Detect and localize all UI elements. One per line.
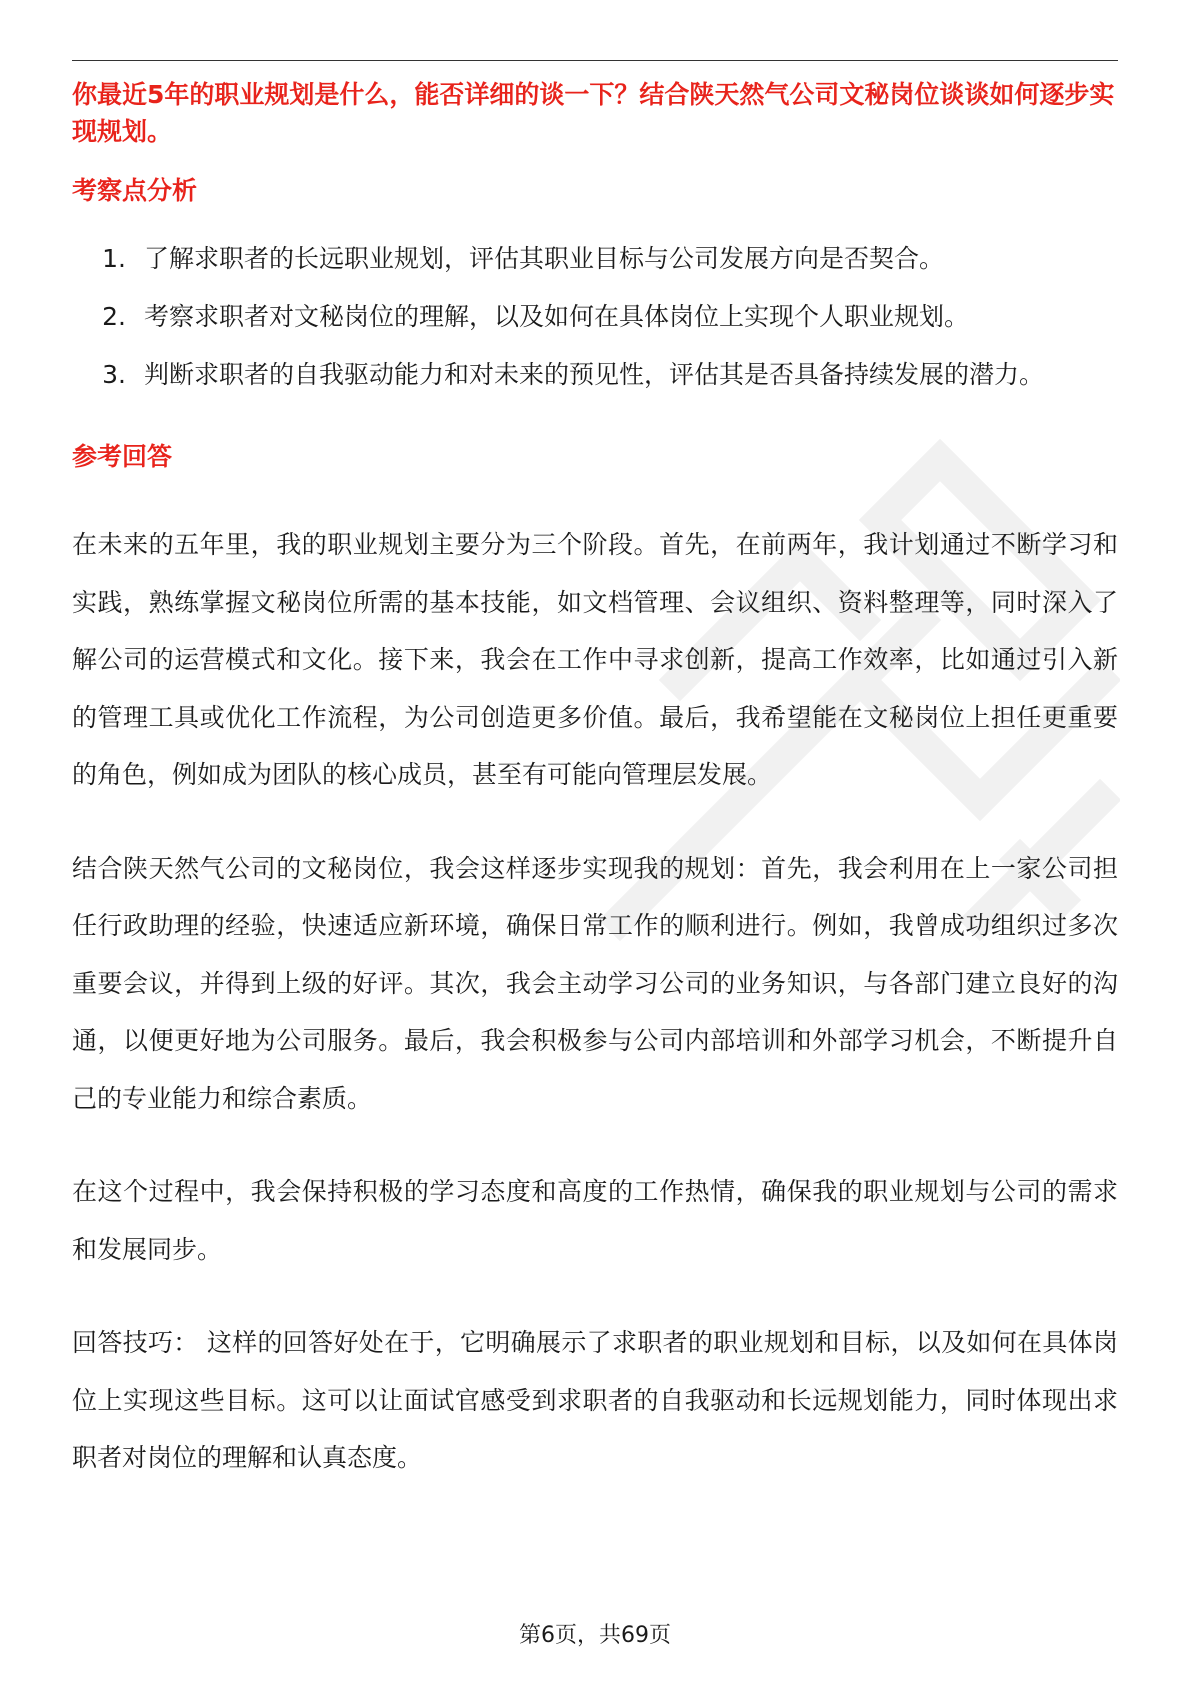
answer-paragraph: 在这个过程中，我会保持积极的学习态度和高度的工作热情，确保我的职业规划与公司的需求和发展同步。: [72, 1177, 1118, 1264]
point-text: 考察求职者对文秘岗位的理解，以及如何在具体岗位上实现个人职业规划。: [144, 302, 970, 331]
point-number: 3.: [102, 360, 126, 389]
analysis-heading: 考察点分析: [72, 176, 198, 205]
point-number: 1.: [102, 244, 126, 273]
analysis-point: [72, 230, 1118, 288]
main-content: [72, 76, 1118, 1487]
point-number: 2.: [102, 302, 126, 331]
answer-paragraph: 结合陕天然气公司的文秘岗位，我会这样逐步实现我的规划：首先，我会利用在上一家公司担任行政助理的经验，快速适应新环境，确保日常工作的顺利进行。例如，我曾成功组织过多次重要会议，并得到上级的好评。其次，我会主动学习公司的业务知识，与各部门建立良好的沟通，以便更好地为公司服务。最后，我会积极参与公司内部培训和外部学习机会，不断提升自己的专业能力和综合素质。: [72, 853, 1118, 1113]
analysis-point: [72, 288, 1118, 346]
page-number-footer: 第6页，共69页: [519, 1623, 671, 1648]
answer-paragraph: 在未来的五年里，我的职业规划主要分为三个阶段。首先，在前两年，我计划通过不断学习和实践，熟练掌握文秘岗位所需的基本技能，如文档管理、会议组织、资料整理等，同时深入了解公司的运营模式和文化。接下来，我会在工作中寻求创新，提高工作效率，比如通过引入新的管理工具或优化工作流程，为公司创造更多价值。最后，我希望能在文秘岗位上担任更重要的角色，例如成为团队的核心成员，甚至有可能向管理层发展。: [72, 530, 1118, 789]
answer-heading: 参考回答: [72, 442, 173, 471]
answer-tips-paragraph: 回答技巧： 这样的回答好处在于，它明确展示了求职者的职业规划和目标，以及如何在具体岗位上实现这些目标。这可以让面试官感受到求职者的自我驱动和长远规划能力，同时体现出求职者对岗位的理解和认真态度。: [72, 1328, 1118, 1472]
question-title: 你最近5年的职业规划是什么，能否详细的谈一下？结合陕天然气公司文秘岗位谈谈如何逐步实现规划。: [72, 80, 1115, 146]
point-text: 了解求职者的长远职业规划，评估其职业目标与公司发展方向是否契合。: [144, 244, 945, 273]
header-rule: [72, 60, 1118, 61]
point-text: 判断求职者的自我驱动能力和对未来的预见性，评估其是否具备持续发展的潜力。: [144, 360, 1045, 389]
analysis-points: [72, 230, 1118, 404]
analysis-point: [72, 346, 1118, 404]
